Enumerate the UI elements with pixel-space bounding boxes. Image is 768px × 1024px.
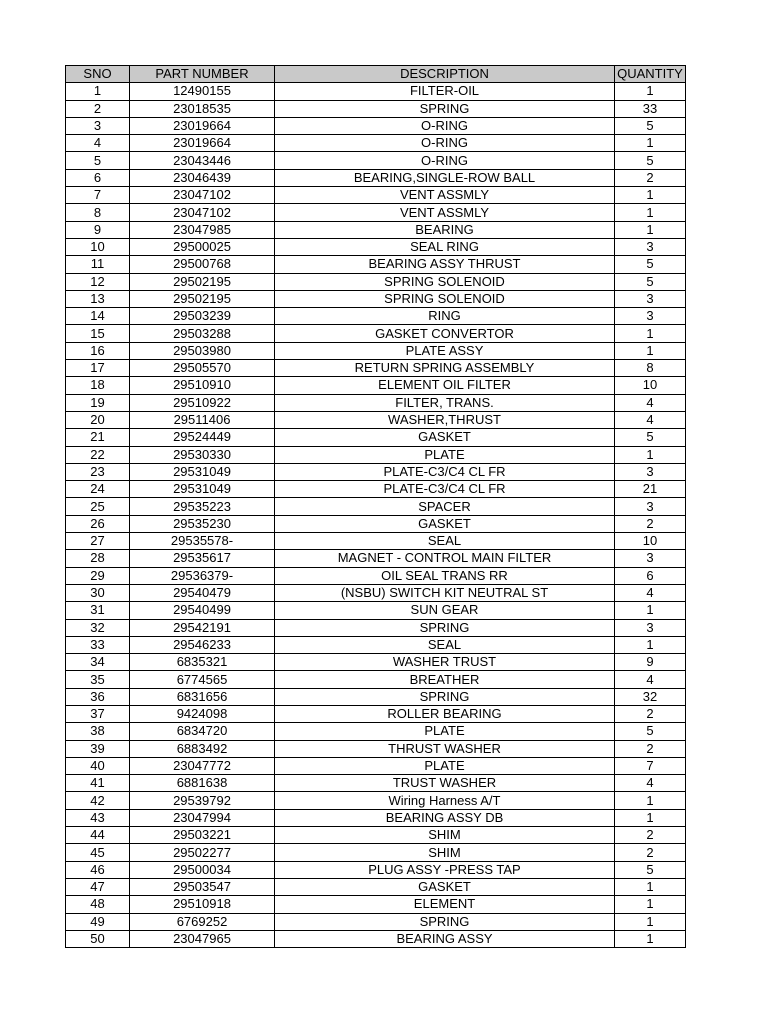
cell-part-number: 6883492 — [130, 740, 275, 757]
cell-sno: 33 — [66, 636, 130, 653]
cell-description: SPRING — [275, 619, 615, 636]
table-row — [66, 844, 686, 861]
table-row — [66, 533, 686, 550]
column-header-part-number: PART NUMBER — [130, 66, 275, 83]
cell-part-number: 29510918 — [130, 896, 275, 913]
cell-sno: 18 — [66, 377, 130, 394]
cell-part-number: 29524449 — [130, 429, 275, 446]
cell-quantity: 4 — [615, 584, 686, 601]
cell-sno: 20 — [66, 411, 130, 428]
table-row — [66, 896, 686, 913]
cell-sno: 39 — [66, 740, 130, 757]
table-row — [66, 878, 686, 895]
cell-quantity: 1 — [615, 878, 686, 895]
header-row — [66, 66, 686, 83]
cell-sno: 24 — [66, 481, 130, 498]
cell-quantity: 1 — [615, 913, 686, 930]
cell-quantity: 3 — [615, 290, 686, 307]
cell-part-number: 6769252 — [130, 913, 275, 930]
table-row — [66, 238, 686, 255]
cell-quantity: 1 — [615, 930, 686, 947]
cell-sno: 14 — [66, 308, 130, 325]
cell-quantity: 33 — [615, 100, 686, 117]
table-row — [66, 775, 686, 792]
cell-description: BEARING ASSY — [275, 930, 615, 947]
cell-description: WASHER,THRUST — [275, 411, 615, 428]
cell-description: Wiring Harness A/T — [275, 792, 615, 809]
cell-description: GASKET — [275, 878, 615, 895]
cell-sno: 2 — [66, 100, 130, 117]
cell-sno: 12 — [66, 273, 130, 290]
cell-quantity: 3 — [615, 550, 686, 567]
cell-part-number: 23047102 — [130, 187, 275, 204]
table-row — [66, 809, 686, 826]
cell-part-number: 29510910 — [130, 377, 275, 394]
cell-sno: 3 — [66, 117, 130, 134]
cell-description: SPRING — [275, 100, 615, 117]
cell-quantity: 9 — [615, 654, 686, 671]
cell-part-number: 29539792 — [130, 792, 275, 809]
table-row — [66, 290, 686, 307]
cell-description: SEAL — [275, 533, 615, 550]
cell-description: RETURN SPRING ASSEMBLY — [275, 360, 615, 377]
cell-quantity: 2 — [615, 740, 686, 757]
cell-part-number: 9424098 — [130, 705, 275, 722]
cell-description: SPRING SOLENOID — [275, 273, 615, 290]
cell-sno: 17 — [66, 360, 130, 377]
table-row — [66, 429, 686, 446]
cell-quantity: 1 — [615, 446, 686, 463]
table-row — [66, 463, 686, 480]
table-row — [66, 636, 686, 653]
cell-sno: 4 — [66, 135, 130, 152]
cell-sno: 7 — [66, 187, 130, 204]
cell-description: WASHER TRUST — [275, 654, 615, 671]
cell-quantity: 2 — [615, 515, 686, 532]
cell-description: SEAL RING — [275, 238, 615, 255]
cell-part-number: 29510922 — [130, 394, 275, 411]
cell-description: BEARING ASSY DB — [275, 809, 615, 826]
table-row — [66, 117, 686, 134]
table-row — [66, 342, 686, 359]
cell-sno: 41 — [66, 775, 130, 792]
cell-part-number: 29500768 — [130, 256, 275, 273]
cell-quantity: 1 — [615, 221, 686, 238]
cell-description: SHIM — [275, 844, 615, 861]
cell-description: O-RING — [275, 117, 615, 134]
cell-quantity: 1 — [615, 325, 686, 342]
cell-part-number: 23019664 — [130, 135, 275, 152]
cell-description: ELEMENT OIL FILTER — [275, 377, 615, 394]
table-row — [66, 169, 686, 186]
table-row — [66, 273, 686, 290]
cell-description: TRUST WASHER — [275, 775, 615, 792]
cell-quantity: 4 — [615, 671, 686, 688]
cell-quantity: 5 — [615, 861, 686, 878]
cell-sno: 30 — [66, 584, 130, 601]
cell-quantity: 21 — [615, 481, 686, 498]
table-row — [66, 550, 686, 567]
cell-sno: 26 — [66, 515, 130, 532]
cell-part-number: 29530330 — [130, 446, 275, 463]
cell-part-number: 29540479 — [130, 584, 275, 601]
cell-part-number: 29500034 — [130, 861, 275, 878]
cell-quantity: 5 — [615, 256, 686, 273]
table-row — [66, 325, 686, 342]
cell-part-number: 29535230 — [130, 515, 275, 532]
cell-part-number: 29503221 — [130, 827, 275, 844]
cell-quantity: 1 — [615, 135, 686, 152]
cell-description: VENT ASSMLY — [275, 187, 615, 204]
cell-part-number: 29502195 — [130, 273, 275, 290]
cell-quantity: 1 — [615, 809, 686, 826]
cell-description: SEAL — [275, 636, 615, 653]
table-row — [66, 411, 686, 428]
cell-quantity: 10 — [615, 533, 686, 550]
cell-quantity: 1 — [615, 896, 686, 913]
cell-sno: 5 — [66, 152, 130, 169]
table-row — [66, 256, 686, 273]
cell-description: BEARING — [275, 221, 615, 238]
table-row — [66, 187, 686, 204]
cell-description: VENT ASSMLY — [275, 204, 615, 221]
cell-quantity: 7 — [615, 757, 686, 774]
cell-quantity: 5 — [615, 429, 686, 446]
cell-sno: 8 — [66, 204, 130, 221]
cell-quantity: 1 — [615, 83, 686, 100]
cell-description: PLATE ASSY — [275, 342, 615, 359]
cell-part-number: 23043446 — [130, 152, 275, 169]
table-row — [66, 705, 686, 722]
table-row — [66, 602, 686, 619]
cell-description: PLATE — [275, 757, 615, 774]
table-row — [66, 221, 686, 238]
table-row — [66, 861, 686, 878]
cell-part-number: 29535578- — [130, 533, 275, 550]
cell-quantity: 10 — [615, 377, 686, 394]
cell-sno: 48 — [66, 896, 130, 913]
cell-description: O-RING — [275, 135, 615, 152]
cell-description: SPRING SOLENOID — [275, 290, 615, 307]
table-row — [66, 377, 686, 394]
cell-sno: 23 — [66, 463, 130, 480]
cell-sno: 42 — [66, 792, 130, 809]
cell-quantity: 1 — [615, 204, 686, 221]
cell-description: SPRING — [275, 688, 615, 705]
cell-quantity: 3 — [615, 498, 686, 515]
cell-quantity: 3 — [615, 619, 686, 636]
cell-description: GASKET — [275, 429, 615, 446]
table-row — [66, 83, 686, 100]
cell-part-number: 6774565 — [130, 671, 275, 688]
cell-sno: 21 — [66, 429, 130, 446]
cell-part-number: 29502277 — [130, 844, 275, 861]
cell-description: SPRING — [275, 913, 615, 930]
cell-quantity: 4 — [615, 411, 686, 428]
cell-description: ROLLER BEARING — [275, 705, 615, 722]
cell-part-number: 29511406 — [130, 411, 275, 428]
cell-sno: 25 — [66, 498, 130, 515]
table-row — [66, 446, 686, 463]
cell-sno: 50 — [66, 930, 130, 947]
cell-description: RING — [275, 308, 615, 325]
cell-description: GASKET CONVERTOR — [275, 325, 615, 342]
cell-description: PLATE-C3/C4 CL FR — [275, 463, 615, 480]
cell-part-number: 23047102 — [130, 204, 275, 221]
cell-sno: 47 — [66, 878, 130, 895]
cell-part-number: 6831656 — [130, 688, 275, 705]
cell-part-number: 23047994 — [130, 809, 275, 826]
cell-description: PLATE — [275, 723, 615, 740]
cell-description: MAGNET - CONTROL MAIN FILTER — [275, 550, 615, 567]
cell-part-number: 29502195 — [130, 290, 275, 307]
cell-quantity: 4 — [615, 394, 686, 411]
column-header-description: DESCRIPTION — [275, 66, 615, 83]
cell-sno: 37 — [66, 705, 130, 722]
cell-sno: 11 — [66, 256, 130, 273]
cell-quantity: 3 — [615, 463, 686, 480]
cell-part-number: 29503239 — [130, 308, 275, 325]
cell-quantity: 3 — [615, 308, 686, 325]
cell-part-number: 29542191 — [130, 619, 275, 636]
table-row — [66, 498, 686, 515]
cell-quantity: 2 — [615, 169, 686, 186]
table-row — [66, 913, 686, 930]
table-row — [66, 654, 686, 671]
cell-part-number: 29531049 — [130, 463, 275, 480]
cell-quantity: 1 — [615, 602, 686, 619]
cell-description: OIL SEAL TRANS RR — [275, 567, 615, 584]
cell-sno: 31 — [66, 602, 130, 619]
column-header-sno: SNO — [66, 66, 130, 83]
table-row — [66, 671, 686, 688]
cell-description: ELEMENT — [275, 896, 615, 913]
cell-part-number: 6834720 — [130, 723, 275, 740]
cell-part-number: 29500025 — [130, 238, 275, 255]
cell-quantity: 32 — [615, 688, 686, 705]
cell-sno: 16 — [66, 342, 130, 359]
table-row — [66, 152, 686, 169]
table-body — [66, 83, 686, 948]
cell-description: (NSBU) SWITCH KIT NEUTRAL ST — [275, 584, 615, 601]
cell-quantity: 1 — [615, 792, 686, 809]
table-row — [66, 723, 686, 740]
table-row — [66, 757, 686, 774]
table-row — [66, 688, 686, 705]
table-row — [66, 135, 686, 152]
table-row — [66, 515, 686, 532]
cell-sno: 38 — [66, 723, 130, 740]
cell-part-number: 29503547 — [130, 878, 275, 895]
cell-part-number: 23018535 — [130, 100, 275, 117]
cell-part-number: 29546233 — [130, 636, 275, 653]
cell-quantity: 4 — [615, 775, 686, 792]
cell-part-number: 29540499 — [130, 602, 275, 619]
cell-part-number: 29505570 — [130, 360, 275, 377]
cell-description: O-RING — [275, 152, 615, 169]
cell-sno: 6 — [66, 169, 130, 186]
cell-quantity: 2 — [615, 705, 686, 722]
table-row — [66, 619, 686, 636]
cell-sno: 19 — [66, 394, 130, 411]
cell-sno: 27 — [66, 533, 130, 550]
cell-sno: 40 — [66, 757, 130, 774]
cell-part-number: 23046439 — [130, 169, 275, 186]
table-row — [66, 204, 686, 221]
cell-description: SHIM — [275, 827, 615, 844]
cell-sno: 10 — [66, 238, 130, 255]
cell-quantity: 5 — [615, 117, 686, 134]
cell-sno: 9 — [66, 221, 130, 238]
table-row — [66, 481, 686, 498]
cell-part-number: 23047985 — [130, 221, 275, 238]
cell-quantity: 3 — [615, 238, 686, 255]
table-row — [66, 740, 686, 757]
cell-part-number: 29503980 — [130, 342, 275, 359]
cell-description: PLATE — [275, 446, 615, 463]
cell-sno: 1 — [66, 83, 130, 100]
cell-part-number: 23047772 — [130, 757, 275, 774]
cell-description: BEARING ASSY THRUST — [275, 256, 615, 273]
cell-sno: 13 — [66, 290, 130, 307]
cell-sno: 22 — [66, 446, 130, 463]
cell-quantity: 8 — [615, 360, 686, 377]
table-row — [66, 360, 686, 377]
cell-sno: 36 — [66, 688, 130, 705]
cell-quantity: 6 — [615, 567, 686, 584]
cell-part-number: 23047965 — [130, 930, 275, 947]
table-header — [66, 66, 686, 83]
cell-sno: 15 — [66, 325, 130, 342]
cell-sno: 45 — [66, 844, 130, 861]
cell-description: THRUST WASHER — [275, 740, 615, 757]
table-row — [66, 100, 686, 117]
cell-description: PLATE-C3/C4 CL FR — [275, 481, 615, 498]
cell-part-number: 23019664 — [130, 117, 275, 134]
cell-description: PLUG ASSY -PRESS TAP — [275, 861, 615, 878]
cell-quantity: 2 — [615, 827, 686, 844]
table-row — [66, 930, 686, 947]
cell-sno: 32 — [66, 619, 130, 636]
cell-part-number: 12490155 — [130, 83, 275, 100]
cell-quantity: 1 — [615, 187, 686, 204]
cell-sno: 29 — [66, 567, 130, 584]
cell-description: BREATHER — [275, 671, 615, 688]
cell-description: FILTER-OIL — [275, 83, 615, 100]
table-row — [66, 584, 686, 601]
cell-quantity: 5 — [615, 273, 686, 290]
cell-part-number: 29535617 — [130, 550, 275, 567]
cell-part-number: 29535223 — [130, 498, 275, 515]
cell-sno: 34 — [66, 654, 130, 671]
cell-sno: 28 — [66, 550, 130, 567]
cell-part-number: 6835321 — [130, 654, 275, 671]
cell-sno: 46 — [66, 861, 130, 878]
cell-part-number: 29531049 — [130, 481, 275, 498]
cell-quantity: 2 — [615, 844, 686, 861]
table-row — [66, 308, 686, 325]
table-row — [66, 792, 686, 809]
cell-sno: 35 — [66, 671, 130, 688]
cell-quantity: 1 — [615, 636, 686, 653]
cell-sno: 43 — [66, 809, 130, 826]
table-row — [66, 827, 686, 844]
table-row — [66, 567, 686, 584]
table-row — [66, 394, 686, 411]
cell-quantity: 5 — [615, 152, 686, 169]
cell-quantity: 5 — [615, 723, 686, 740]
cell-description: FILTER, TRANS. — [275, 394, 615, 411]
cell-quantity: 1 — [615, 342, 686, 359]
cell-sno: 49 — [66, 913, 130, 930]
cell-description: SUN GEAR — [275, 602, 615, 619]
cell-part-number: 29536379- — [130, 567, 275, 584]
cell-description: SPACER — [275, 498, 615, 515]
parts-table — [65, 65, 686, 948]
column-header-quantity: QUANTITY — [615, 66, 686, 83]
cell-description: BEARING,SINGLE-ROW BALL — [275, 169, 615, 186]
cell-description: GASKET — [275, 515, 615, 532]
cell-sno: 44 — [66, 827, 130, 844]
cell-part-number: 29503288 — [130, 325, 275, 342]
cell-part-number: 6881638 — [130, 775, 275, 792]
